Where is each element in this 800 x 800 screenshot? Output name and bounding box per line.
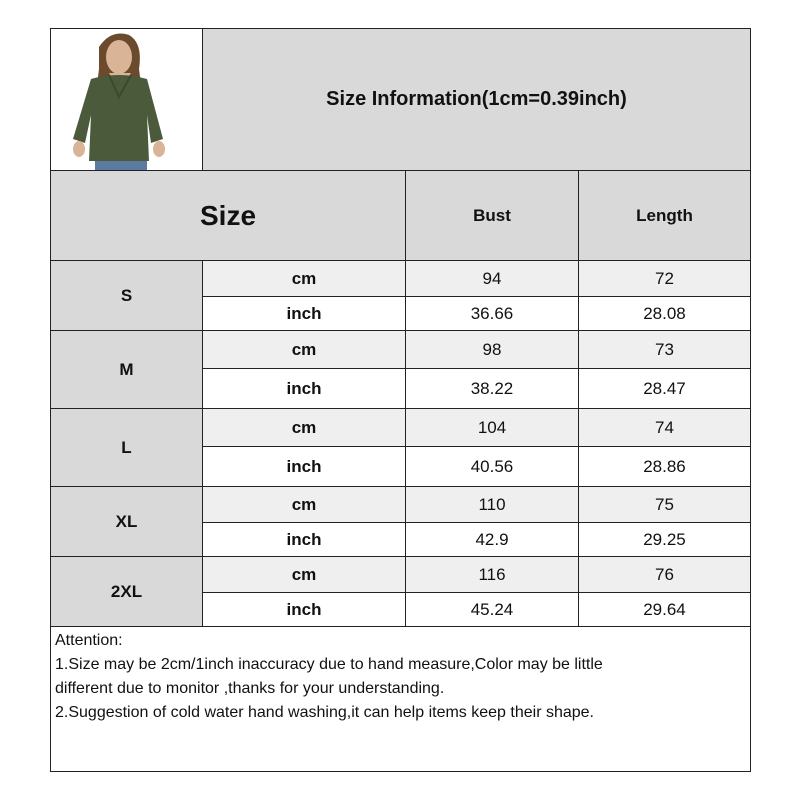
bust-value: 36.66 [405,296,579,331]
length-value: 28.08 [578,296,751,331]
length-value: 28.86 [578,446,751,487]
size-label: M [50,330,203,409]
unit-label: cm [202,330,406,369]
bust-value: 116 [405,556,579,593]
notes-line: 1.Size may be 2cm/1inch inaccuracy due to hand measure,Color may be little [55,656,603,673]
unit-label: inch [202,296,406,331]
bust-value: 42.9 [405,522,579,557]
product-image-cell [50,28,203,171]
bust-value: 110 [405,486,579,523]
unit-label: inch [202,522,406,557]
unit-label: inch [202,368,406,409]
length-value: 73 [578,330,751,369]
length-value: 75 [578,486,751,523]
length-value: 29.25 [578,522,751,557]
length-column-header: Length [578,170,751,261]
unit-label: inch [202,592,406,627]
unit-label: cm [202,408,406,447]
size-column-header: Size [50,170,406,261]
size-label: S [50,260,203,331]
unit-label: cm [202,556,406,593]
bust-value: 40.56 [405,446,579,487]
bust-column-header: Bust [405,170,579,261]
bust-value: 45.24 [405,592,579,627]
attention-notes [50,626,751,772]
notes-line: different due to monitor ,thanks for your understanding. [55,680,445,697]
unit-label: cm [202,486,406,523]
unit-label: cm [202,260,406,297]
bust-value: 94 [405,260,579,297]
length-value: 28.47 [578,368,751,409]
length-value: 76 [578,556,751,593]
bust-value: 38.22 [405,368,579,409]
size-label: 2XL [50,556,203,627]
bust-value: 98 [405,330,579,369]
notes-line: 2.Suggestion of cold water hand washing,it can help items keep their shape. [55,704,594,721]
size-info-title: Size Information(1cm=0.39inch) [202,28,751,171]
length-value: 29.64 [578,592,751,627]
length-value: 74 [578,408,751,447]
size-label: XL [50,486,203,557]
bust-value: 104 [405,408,579,447]
sweater-model-photo [51,29,202,170]
notes-heading: Attention: [55,632,123,649]
size-label: L [50,408,203,487]
length-value: 72 [578,260,751,297]
unit-label: inch [202,446,406,487]
